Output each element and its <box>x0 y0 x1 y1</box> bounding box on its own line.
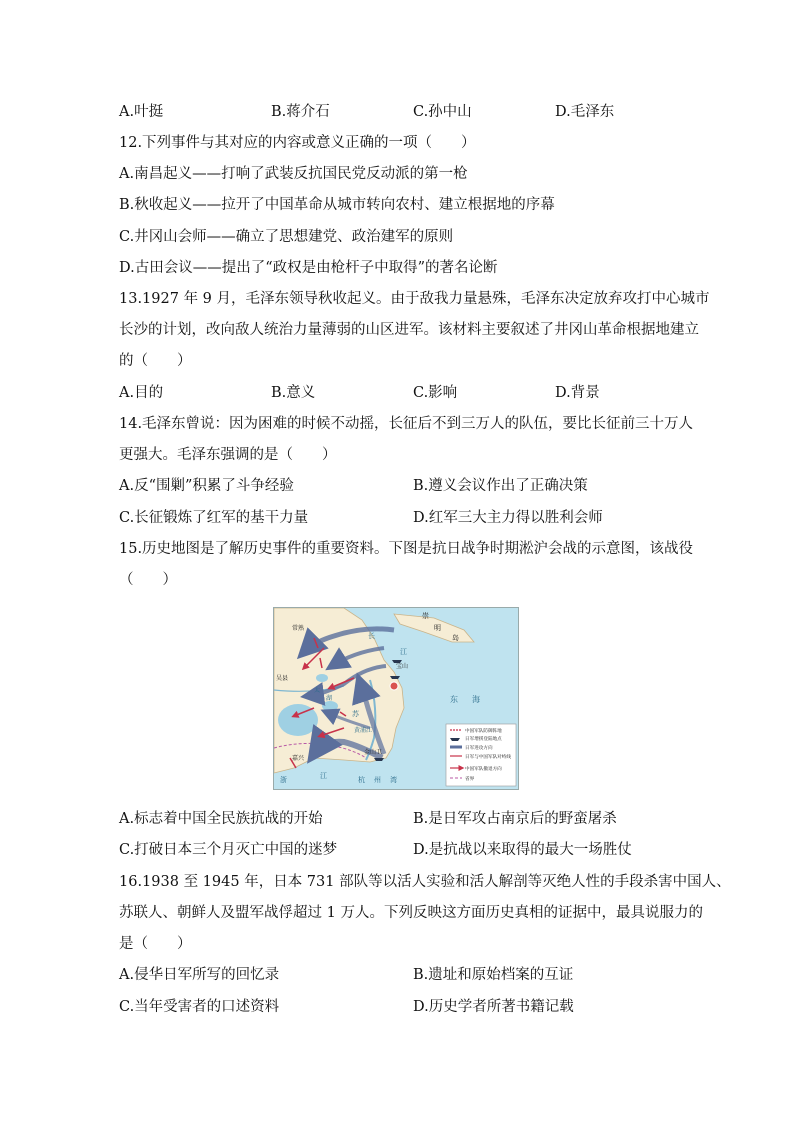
label-dao: 岛 <box>452 634 459 642</box>
q16-stem-line-1: 16.1938 至 1945 年，日本 731 部队等以活人实验和活人解剖等灭绝人性的手段杀害中国人、 <box>119 874 731 890</box>
q15-option-c: C.打破日本三个月灭亡中国的迷梦 <box>119 842 338 858</box>
legend-landing: 日军增援登陆地点 <box>465 737 502 742</box>
q16-stem-line-2: 苏联人、朝鲜人及盟军战俘超过 1 万人。下列反映这方面历史真相的证据中，最具说服力的 <box>119 905 703 921</box>
q12-option-b: B.秋收起义——拉开了中国革命从城市转向农村、建立根据地的序幕 <box>119 197 555 213</box>
label-baoshan: 宝山 <box>396 663 409 670</box>
shanghai-city-marker <box>390 682 398 690</box>
q12-option-c: C.井冈山会师——确立了思想建党、政治建军的原则 <box>119 229 454 245</box>
q16-option-d: D.历史学者所著书籍记载 <box>413 999 574 1015</box>
legend-standoff: 日军与中国军队对峙线 <box>465 755 511 760</box>
q11-option-a: A.叶挺 <box>119 104 164 120</box>
songhu-battle-map <box>273 607 519 790</box>
q12-option-d: D.古田会议——提出了“政权是由枪杆子中取得”的著名论断 <box>119 260 498 276</box>
label-chang: 长 <box>368 632 375 640</box>
q13-stem-line-3: 的（ ） <box>119 353 192 369</box>
label-jinshanwei: 金山卫 <box>364 749 383 756</box>
q12-stem: 12.下列事件与其对应的内容或意义正确的一项（ ） <box>119 135 476 151</box>
q15-option-b: B.是日军攻占南京后的野蛮屠杀 <box>413 811 617 827</box>
q14-option-b: B.遵义会议作出了正确决策 <box>413 478 588 494</box>
q13-stem-line-2: 长沙的计划，改向敌人统治力量薄弱的山区进军。该材料主要叙述了井冈山革命根据地建立 <box>119 322 699 338</box>
label-dong: 东 <box>450 695 458 704</box>
label-jiang-zhe: 江 <box>320 772 327 780</box>
q16-option-b: B.遗址和原始档案的互证 <box>413 967 574 983</box>
label-hai: 海 <box>472 695 480 704</box>
legend-border: 省界 <box>465 777 475 782</box>
q15-option-d: D.是抗战以来取得的最大一场胜仗 <box>413 842 632 858</box>
label-jiang: 江 <box>400 648 407 656</box>
q15-option-a: A.标志着中国全民族抗战的开始 <box>119 811 323 827</box>
q13-option-d: D.背景 <box>555 385 600 401</box>
map-legend <box>446 724 516 786</box>
q14-stem-line-1: 14.毛泽东曾说：因为困难的时候不动摇，长征后不到三万人的队伍，要比长征前三十万人 <box>119 416 694 432</box>
label-changshu: 常熟 <box>292 625 305 632</box>
q16-option-a: A.侵华日军所写的回忆录 <box>119 967 280 983</box>
q14-stem-line-2: 更强大。毛泽东强调的是（ ） <box>119 447 337 463</box>
label-hu: 湖 <box>326 695 333 702</box>
q14-option-c: C.长征锻炼了红军的基干力量 <box>119 510 309 526</box>
label-zhou: 州 <box>374 776 381 784</box>
label-zhe: 浙 <box>280 776 287 784</box>
label-chong: 崇 <box>422 612 429 620</box>
q16-stem-line-3: 是（ ） <box>119 936 192 952</box>
small-lake-1 <box>322 701 338 711</box>
q14-option-a: A.反“围剿”积累了斗争经验 <box>119 478 294 494</box>
label-wan: 湾 <box>390 776 397 784</box>
q16-option-c: C.当年受害者的口述资料 <box>119 999 280 1015</box>
q15-stem-line-1: 15.历史地图是了解历史事件的重要资料。下图是抗日战争时期淞沪会战的示意图，该战役 <box>119 541 694 557</box>
label-hang: 杭 <box>358 776 365 784</box>
q13-option-c: C.影响 <box>413 385 458 401</box>
q14-option-d: D.红军三大主力得以胜利会师 <box>413 510 603 526</box>
label-jiaxing: 嘉兴 <box>292 755 305 762</box>
legend-defense: 中国军队防御阵地 <box>465 729 502 734</box>
label-wuxian: 吴县 <box>276 675 289 682</box>
q11-option-c: C.孙中山 <box>413 104 472 120</box>
legend-attack: 日军进攻方向 <box>465 746 493 751</box>
q12-option-a: A.南昌起义——打响了武装反抗国民党反动派的第一枪 <box>119 166 468 182</box>
q11-option-d: D.毛泽东 <box>555 104 615 120</box>
q15-stem-line-2: （ ） <box>119 572 177 588</box>
q11-option-b: B.蒋介石 <box>271 104 330 120</box>
small-lake-2 <box>316 674 328 682</box>
q13-option-a: A.目的 <box>119 385 164 401</box>
q13-stem-line-1: 13.1927 年 9 月，毛泽东领导秋收起义。由于敌我力量悬殊，毛泽东决定放弃攻打中心城市 <box>119 291 710 307</box>
legend-retreat: 中国军队撤退方向 <box>465 767 502 772</box>
label-huangpujiang: 黄浦江 <box>354 727 373 734</box>
label-su: 苏 <box>352 710 359 718</box>
q13-option-b: B.意义 <box>271 385 316 401</box>
label-tai: 太 <box>314 687 321 694</box>
label-ming: 明 <box>434 624 441 632</box>
